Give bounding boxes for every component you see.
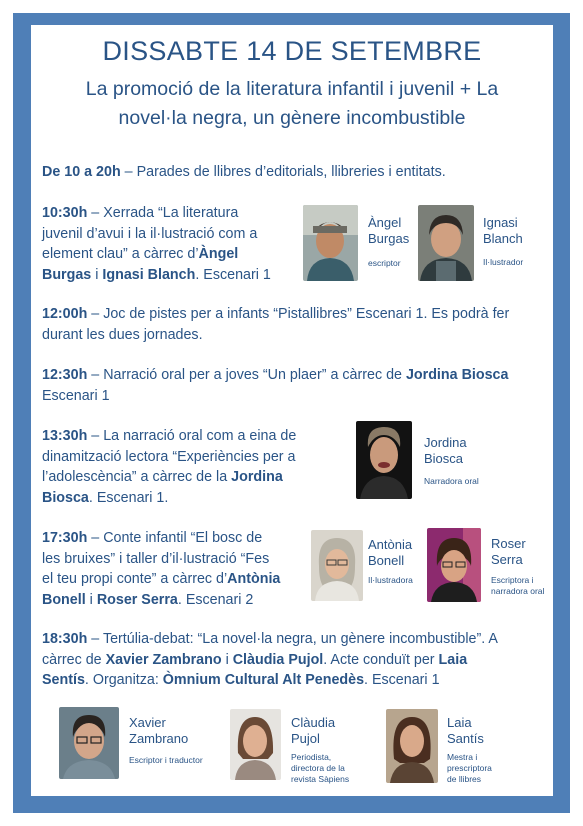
- photo-xavier-zambrano: [59, 707, 119, 779]
- event-1200: 12:00h – Joc de pistes per a infants “Pistallibres” Escenari 1. Es podrà fer durant les dues jornades.: [42, 306, 510, 343]
- photo-roser-serra: [427, 528, 481, 602]
- photo-angel-burgas: [303, 205, 358, 281]
- photo-claudia-pujol: [230, 709, 281, 780]
- name-angel-burgas: Àngel Burgas: [368, 215, 410, 246]
- photo-antonia-bonell: [311, 530, 363, 601]
- event-1030: 10:30h – Xerrada “La literatura juvenil d’avui i la il·lustració com a element clau” a càrrec d’Àngel Burgas i Ignasi Blanch. Escenari 1: [42, 205, 271, 283]
- event-1730: 17:30h – Conte infantil “El bosc de les bruixes” i taller d’il·lustració “Fes el teu propi conte” a càrrec d’Antònia Bonell i Roser Serra. Escenari 2: [42, 530, 281, 608]
- photo-ignasi-blanch: [418, 205, 474, 281]
- name-antonia-bonell: Antònia Bonell: [368, 537, 413, 568]
- photo-laia-santis: [386, 709, 438, 783]
- name-xavier-zambrano: Xavier Zambrano: [129, 715, 189, 746]
- role-jordina-biosca: Narradora oral: [424, 476, 479, 486]
- role-laia-santis: Mestra i prescriptora de llibres: [447, 752, 492, 784]
- event-1000: De 10 a 20h – Parades de llibres d’editorials, llibreries i entitats.: [42, 164, 446, 180]
- role-claudia-pujol: Periodista, directora de la revista Sàpiens: [291, 752, 350, 784]
- name-laia-santis: Laia Santís: [447, 715, 484, 746]
- page-subtitle: La promoció de la literatura infantil i juvenil + La novel·la negra, un gènere incombustible: [85, 78, 499, 129]
- page-title: DISSABTE 14 DE SETEMBRE: [102, 36, 482, 66]
- photo-jordina-biosca: [356, 421, 412, 499]
- role-antonia-bonell: Il·lustradora: [368, 575, 413, 585]
- event-1230: 12:30h – Narració oral per a joves “Un plaer” a càrrec de Jordina Biosca Escenari 1: [42, 367, 509, 404]
- role-angel-burgas: escriptor: [368, 258, 401, 268]
- role-ignasi-blanch: Il·lustrador: [483, 257, 524, 267]
- poster-sheet: [31, 25, 553, 796]
- role-roser-serra: Escriptora i narradora oral: [491, 575, 545, 596]
- role-xavier-zambrano: Escriptor i traductor: [129, 755, 203, 765]
- name-jordina-biosca: Jordina Biosca: [424, 435, 467, 466]
- event-1830: 18:30h – Tertúlia-debat: “La novel·la negra, un gènere incombustible”. A càrrec de Xavier Zambrano i Clàudia Pujol. Acte conduït per Laia Sentís. Organitza: Òmnium Cultural Alt Penedès. Escenari 1: [42, 631, 498, 688]
- event-1330: 13:30h – La narració oral com a eina de dinamització lectora “Experiències per a l’adolescència” a càrrec de la Jordina Biosca. Escenari 1.: [42, 428, 297, 506]
- name-claudia-pujol: Clàudia Pujol: [291, 715, 336, 746]
- name-ignasi-blanch: Ignasi Blanch: [483, 215, 523, 246]
- name-roser-serra: Roser Serra: [491, 536, 526, 567]
